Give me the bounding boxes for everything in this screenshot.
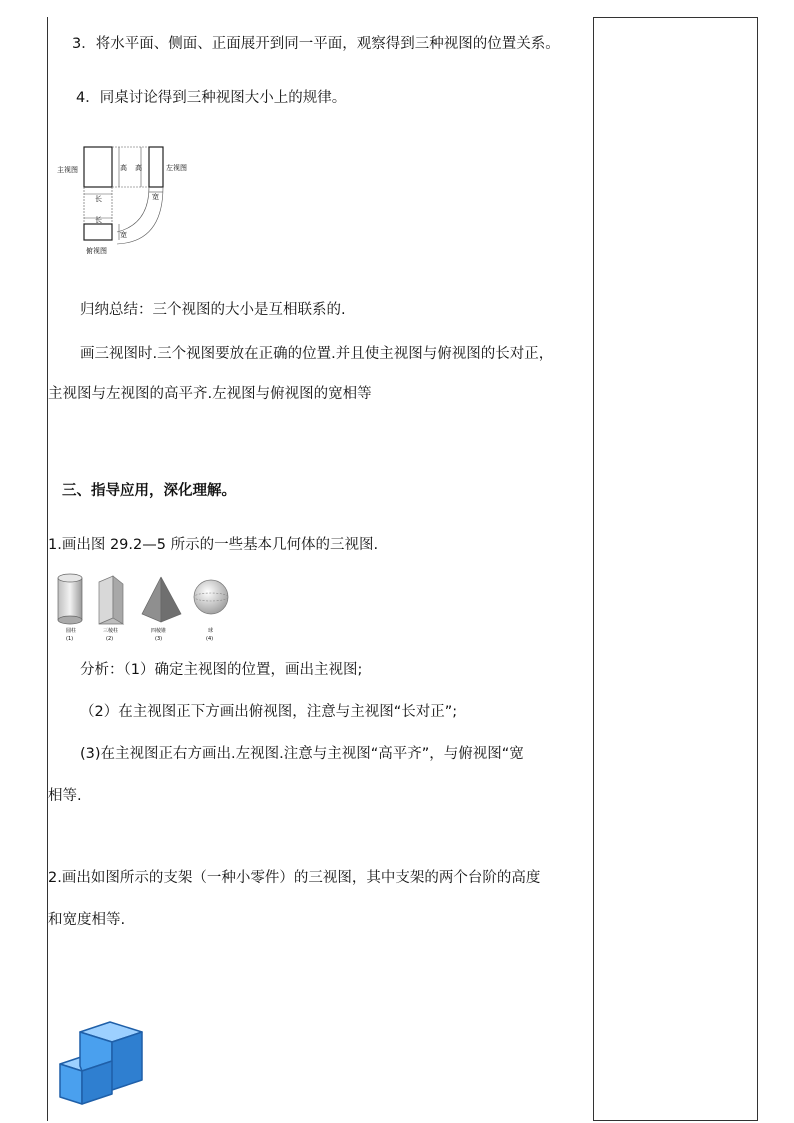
length-label-bottom: 长 <box>95 216 102 224</box>
table-bottom-border <box>593 1120 758 1121</box>
left-view-label: 左视图 <box>166 164 187 172</box>
top-view-label: 俯视图 <box>86 247 107 255</box>
three-view-size-diagram <box>55 132 200 260</box>
height-label-right: 高 <box>135 164 142 172</box>
table-left-border <box>47 17 48 1121</box>
step-3-text: 3．将水平面、侧面、正面展开到同一平面，观察得到三种视图的位置关系。 <box>72 36 560 52</box>
height-label-left: 高 <box>120 164 127 172</box>
pyramid-number: (3) <box>155 636 163 642</box>
summary-text: 归纳总结：三个视图的大小是互相联系的. <box>80 302 346 318</box>
analysis-step-2: （2）在主视图正下方画出俯视图，注意与主视图“长对正”; <box>80 704 458 720</box>
rule-text-line-1: 画三视图时.三个视图要放在正确的位置.并且使主视图与俯视图的长对正， <box>80 346 554 362</box>
width-label-top-view: 宽 <box>120 231 127 239</box>
analysis-step-3-line-1: (3)在主视图正右方画出.左视图.注意与主视图“高平齐”，与俯视图“宽 <box>80 746 524 762</box>
basic-solids-figure <box>55 572 235 644</box>
exercise-1-text: 1.画出图 29.2—5 所示的一些基本几何体的三视图. <box>48 537 379 553</box>
table-right-border <box>757 17 758 1121</box>
analysis-step-1: 分析：（1）确定主视图的位置，画出主视图; <box>80 662 363 678</box>
table-middle-border <box>593 17 594 1121</box>
cylinder-caption: 圆柱 <box>66 628 77 634</box>
table-top-border <box>593 17 758 18</box>
cylinder-number: (1) <box>66 636 74 642</box>
analysis-step-3-line-2: 相等. <box>48 788 82 804</box>
prism-number: (2) <box>106 636 114 642</box>
main-view-label: 主视图 <box>57 166 78 174</box>
exercise-2-line-2: 和宽度相等. <box>48 912 126 928</box>
pyramid-caption: 四棱锥 <box>151 628 167 634</box>
sphere-caption: 球 <box>208 628 214 634</box>
sphere-number: (4) <box>206 636 214 642</box>
width-label-left-view: 宽 <box>152 193 159 201</box>
prism-caption: 三棱柱 <box>103 628 119 634</box>
exercise-2-line-1: 2.画出如图所示的支架（一种小零件）的三视图，其中支架的两个台阶的高度 <box>48 870 541 886</box>
length-label-top: 长 <box>95 195 102 203</box>
section-3-heading: 三、指导应用，深化理解。 <box>62 483 236 499</box>
stepped-bracket-figure <box>58 1020 150 1120</box>
rule-text-line-2: 主视图与左视图的高平齐.左视图与俯视图的宽相等 <box>48 386 372 402</box>
step-4-text: 4．同桌讨论得到三种视图大小上的规律。 <box>76 90 347 106</box>
